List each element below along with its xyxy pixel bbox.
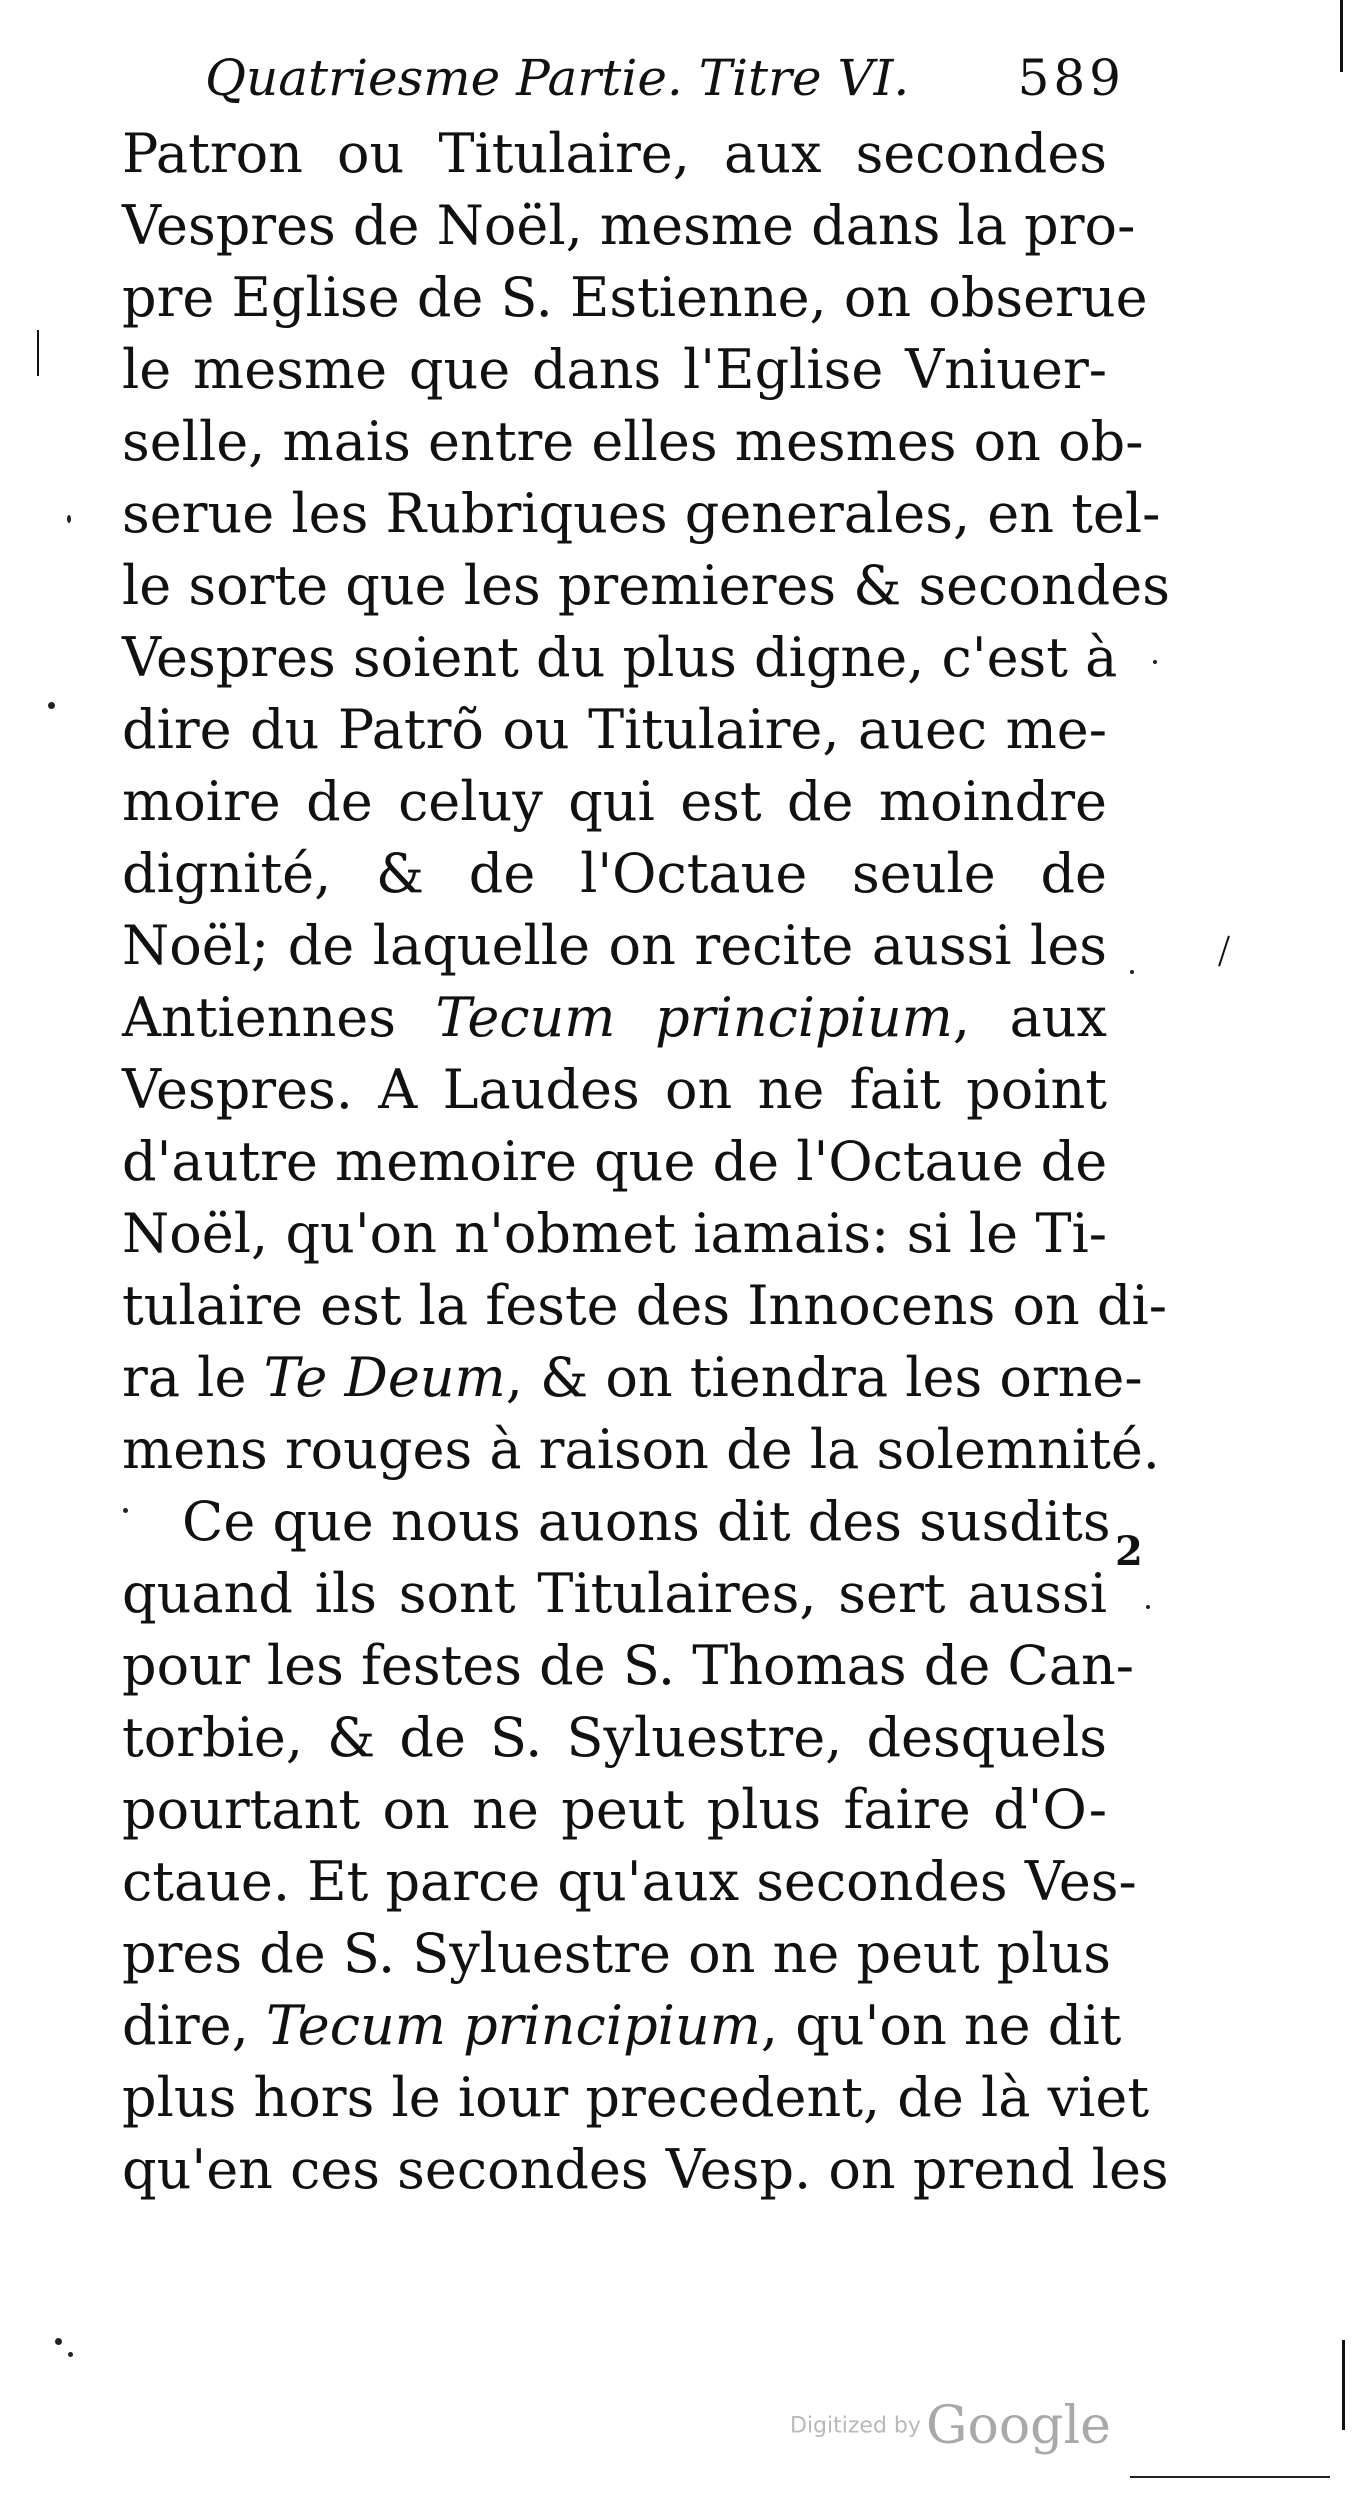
text-line: Vespres de Noël, mesme dans la pro- — [122, 194, 1136, 257]
text-line: dignité, & de l'Octaue seule de — [122, 842, 1107, 905]
text-line: torbie, & de S. Syluestre, desquels — [122, 1706, 1107, 1769]
italic-phrase: Te Deum — [263, 1346, 506, 1409]
text-line: plus hors le iour precedent, de là viet — [122, 2066, 1150, 2129]
text-line: moire de celuy qui est de moindre — [122, 770, 1107, 833]
ink-speck — [123, 1508, 128, 1513]
text-line: Ce que nous auons dit des susdits — [182, 1490, 1111, 1553]
ink-speck — [1153, 660, 1157, 664]
google-watermark — [790, 2396, 1111, 2456]
text-line: Vespres soient du plus digne, c'est à — [122, 626, 1118, 689]
text-line: mens rouges à raison de la solemnité. — [122, 1418, 1160, 1481]
text-run: , qu'on ne dit — [760, 1994, 1122, 2057]
running-head: Quatriesme Partie. Titre VI. — [205, 49, 910, 107]
watermark-brand: Google — [926, 2396, 1111, 2456]
text-line: selle, mais entre elles mesmes on ob- — [122, 410, 1144, 473]
stray-mark — [1218, 935, 1230, 966]
text-line: d'autre memoire que de l'Octaue de — [122, 1130, 1108, 1193]
text-line: Vespres. A Laudes on ne fait point — [122, 1058, 1107, 1121]
page-header — [205, 38, 1125, 118]
bottom-rule — [1130, 2476, 1330, 2478]
ink-speck — [1130, 970, 1134, 974]
body-text — [122, 118, 1170, 2206]
text-line: pre Eglise de S. Estienne, on obserue — [122, 266, 1148, 329]
watermark-prefix: Digitized by — [790, 2413, 921, 2439]
text-line: pourtant on ne peut plus faire d'O- — [122, 1778, 1107, 1841]
paragraph-1 — [122, 118, 1170, 1486]
ink-speck — [48, 702, 55, 709]
text-line: quand ils sont Titulaires, sert aussi — [122, 1562, 1107, 1625]
margin-note: 2 — [1115, 1528, 1143, 1575]
text-run: Antiennes — [122, 986, 436, 1049]
text-run: ra le — [122, 1346, 264, 1409]
text-line: pres de S. Syluestre on ne peut plus — [122, 1922, 1112, 1985]
text-line: Noël, qu'on n'obmet iamais: si le Ti- — [122, 1202, 1107, 1265]
italic-phrase: Tecum principium — [265, 1994, 761, 2057]
edge-rule-bottom — [1342, 2340, 1345, 2430]
text-line: le sorte que les premieres & secondes — [122, 554, 1170, 617]
text-line: qu'en ces secondes Vesp. on prend les — [122, 2138, 1169, 2201]
text-line: ctaue. Et parce qu'aux secondes Ves- — [122, 1850, 1137, 1913]
text-line: tulaire est la feste des Innocens on di- — [122, 1274, 1167, 1337]
text-line: le mesme que dans l'Eglise Vniuer- — [122, 338, 1107, 401]
text-line — [122, 982, 1107, 1054]
ink-speck — [55, 2338, 62, 2345]
text-line: pour les festes de S. Thomas de Can- — [122, 1634, 1135, 1697]
page-number: 589 — [1017, 49, 1125, 107]
text-run: dire, — [122, 1994, 266, 2057]
ink-speck — [67, 515, 71, 523]
text-run: , & on tiendra les orne- — [505, 1346, 1143, 1409]
paragraph-2 — [122, 1486, 1169, 2206]
ink-speck — [1146, 1605, 1150, 1609]
italic-phrase: Tecum principium — [435, 986, 953, 1049]
text-line — [122, 1342, 1143, 1414]
text-line: serue les Rubriques generales, en tel- — [122, 482, 1161, 545]
text-line: Patron ou Titulaire, aux secondes — [122, 122, 1107, 185]
ink-speck — [68, 2352, 73, 2357]
text-line: Noël; de laquelle on recite aussi les — [122, 914, 1107, 977]
edge-rule-top — [1340, 0, 1343, 72]
text-line: dire du Patrõ ou Titulaire, auec me- — [122, 698, 1107, 761]
edge-mark — [37, 330, 39, 376]
text-run: , aux — [952, 986, 1107, 1049]
text-line — [122, 1990, 1122, 2062]
